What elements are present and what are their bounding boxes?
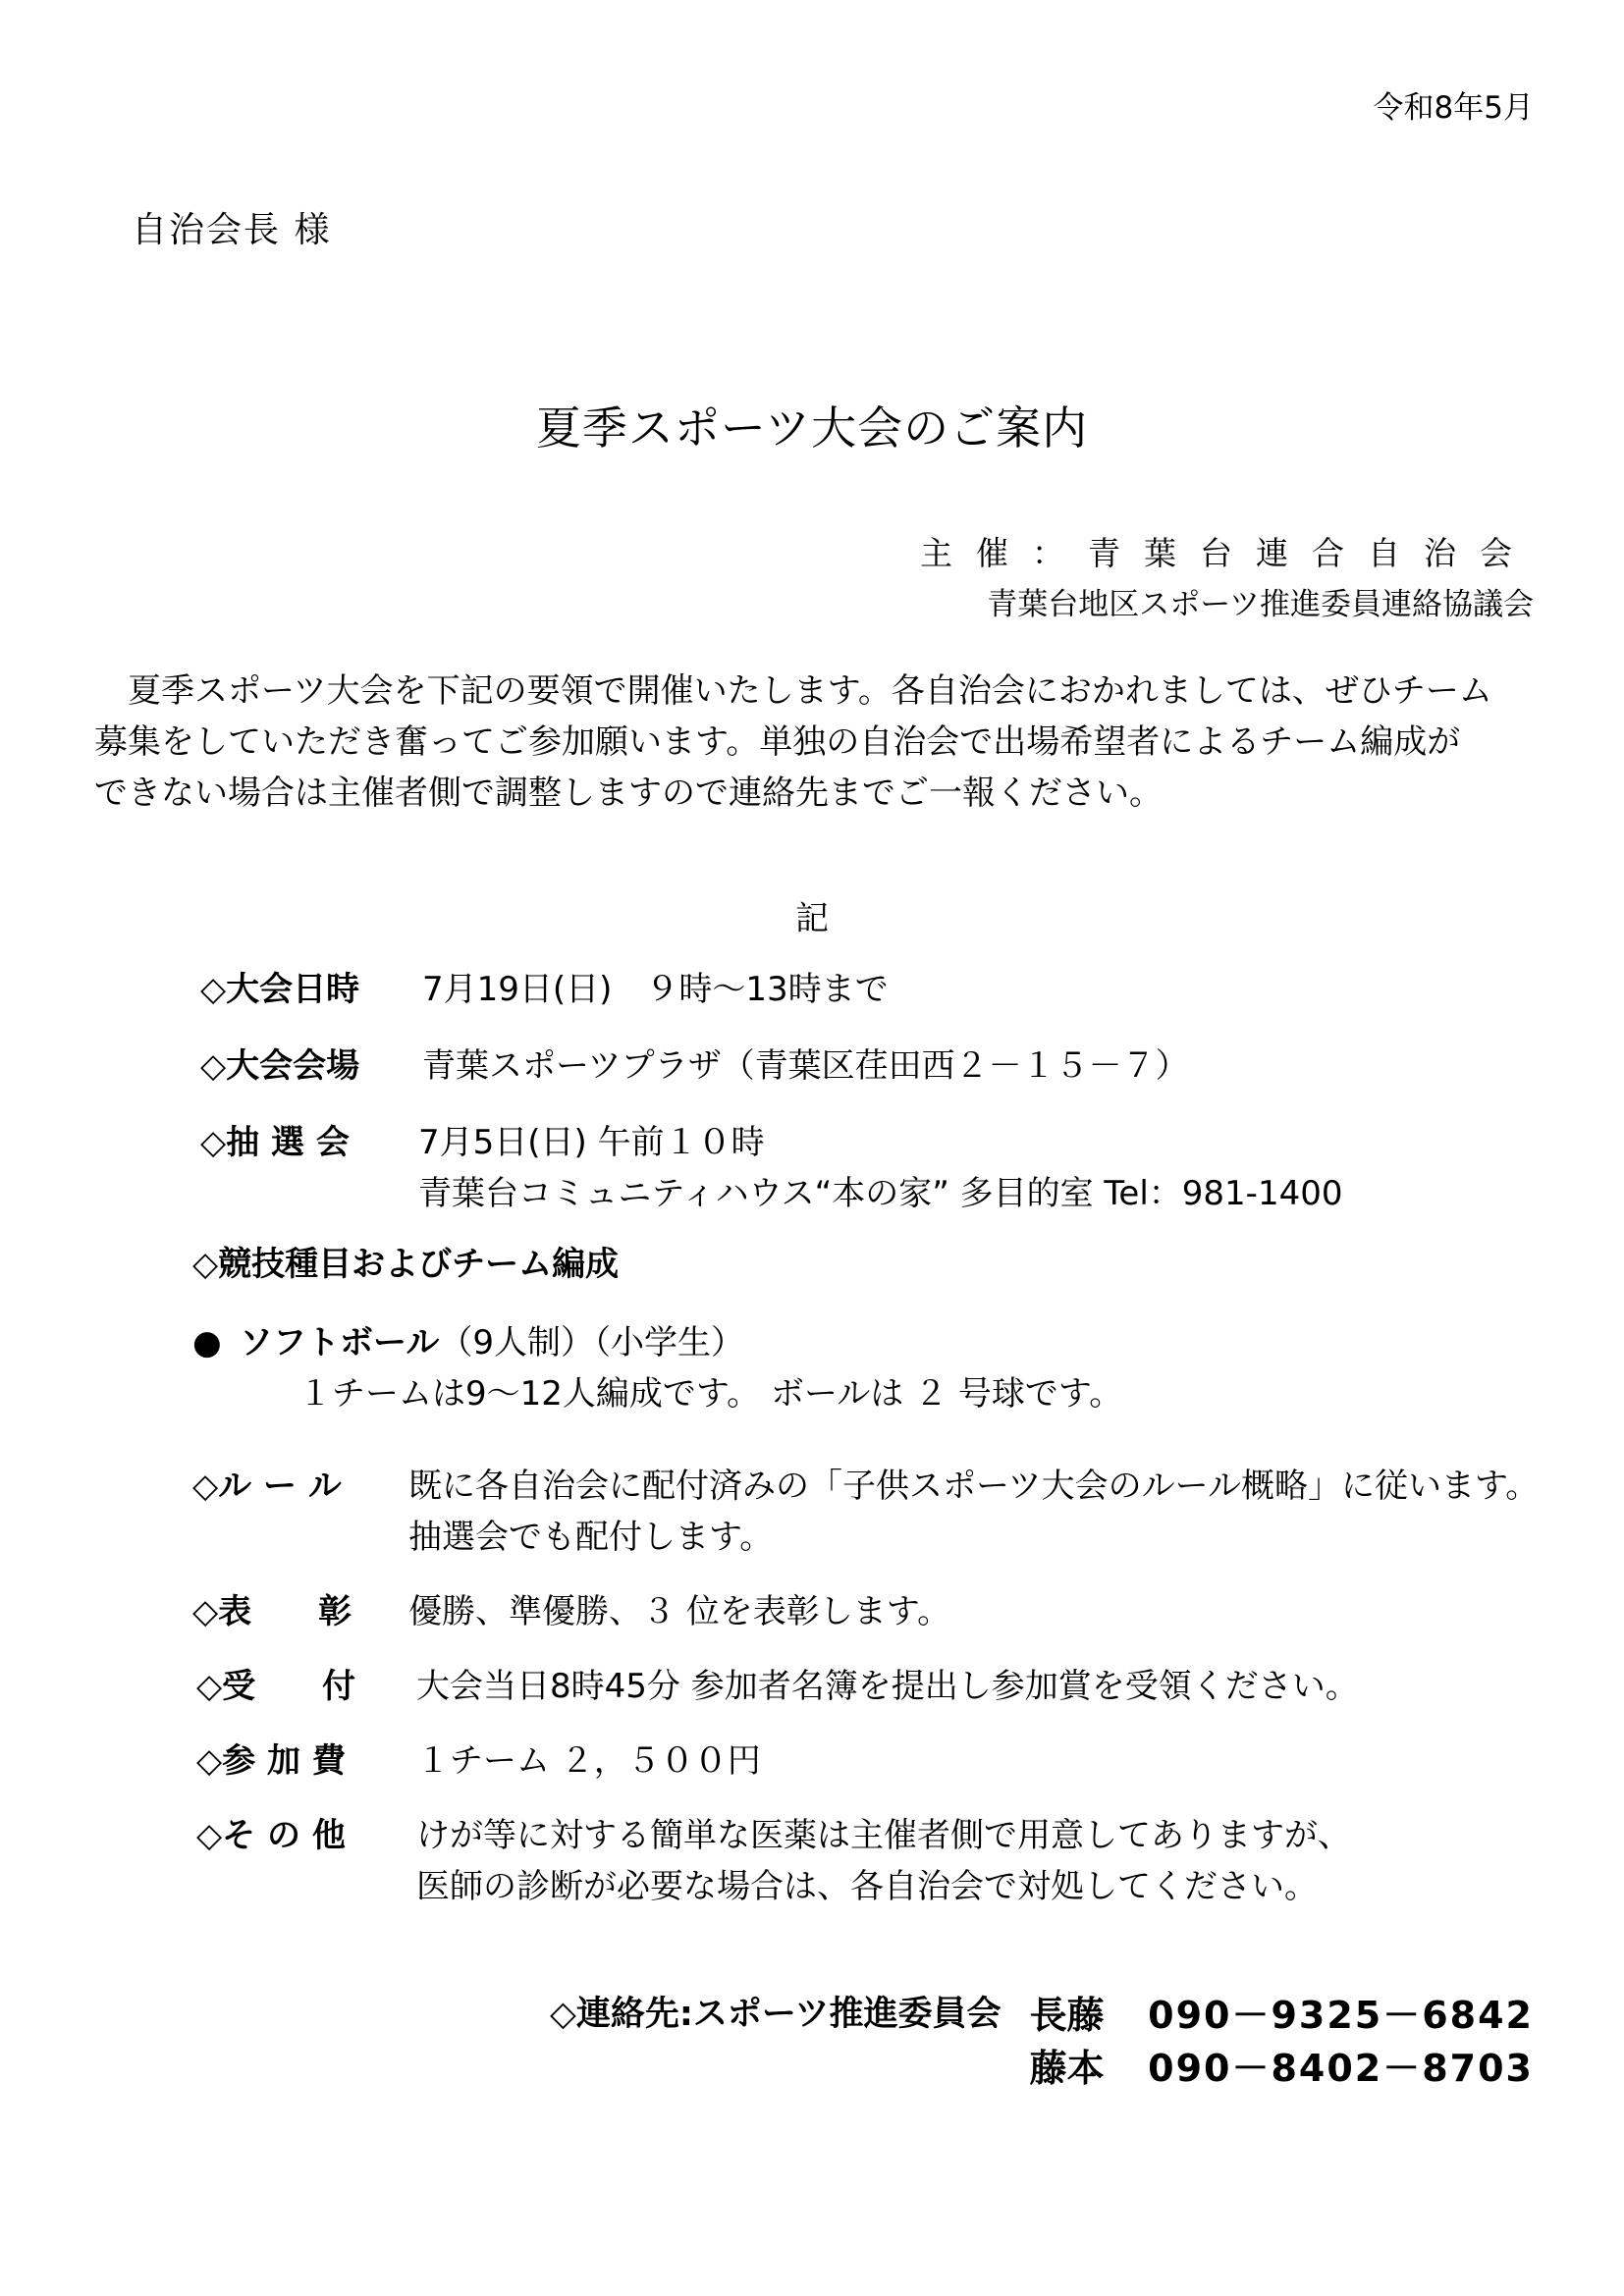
item-rules-value2: 抽選会でも配付します。: [408, 1518, 774, 1557]
ki-heading: 記: [795, 899, 829, 938]
item-fee-value: １チーム ２，５００円: [416, 1741, 761, 1781]
item-other: [196, 1810, 1351, 1861]
intro-paragraph: [94, 666, 1547, 819]
document-date: 令和8年5月: [1373, 90, 1534, 126]
item-lottery-value: 7月5日(日) 午前１０時: [418, 1123, 765, 1162]
softball-name: ソフトボール: [240, 1323, 440, 1362]
item-venue-label: ◇大会会場: [200, 1046, 360, 1086]
contact-phone-2: 090－8402－8703: [1148, 2047, 1534, 2090]
item-other-value2: 医師の診断が必要な場合は、各自治会で対処してください。: [416, 1867, 1318, 1906]
contact-phone-1: 090－9325－6842: [1148, 1994, 1534, 2037]
item-venue-value: 青葉スポーツプラザ（青葉区荏田西２－１５－７）: [422, 1046, 1189, 1086]
recipient: 自治会長 様: [132, 210, 332, 250]
item-fee-label: ◇参 加 費: [196, 1741, 346, 1781]
item-lottery: [200, 1117, 765, 1168]
softball-detail: （9人制）（小学生）: [439, 1323, 744, 1362]
item-award-value: 優勝、準優勝、３ 位を表彰します。: [408, 1592, 951, 1631]
item-reception-label: ◇受 付: [196, 1667, 356, 1706]
contact-name-1: 長藤: [1029, 1994, 1105, 2037]
item-date-value: 7月19日(日) ９時～13時まで: [422, 970, 889, 1009]
item-date-label: ◇大会日時: [200, 970, 360, 1009]
contact-person-1: [1030, 1985, 1534, 2039]
item-other-label: ◇そ の 他: [196, 1816, 346, 1855]
contact-person-2: [1030, 2038, 1534, 2092]
item-venue: [200, 1041, 1189, 1092]
contact-label: ◇連絡先:スポーツ推進委員会: [550, 1995, 1001, 2034]
intro-line-3: できない場合は主催者側で調整しますので連絡先までご一報ください。: [94, 774, 1163, 813]
softball-line: [192, 1315, 744, 1363]
organizer-main: 主催：青葉台連合自治会: [920, 534, 1536, 572]
item-award: [192, 1586, 950, 1637]
item-lottery-label: ◇抽 選 会: [200, 1123, 350, 1162]
intro-line-1: 夏季スポーツ大会を下記の要領で開催いたします。各自治会におかれましては、ぜひチーム: [128, 671, 1492, 711]
item-reception: [196, 1661, 1359, 1712]
item-other-value: けが等に対する簡単な医薬は主催者側で用意してありますが、: [416, 1816, 1351, 1855]
item-reception-value: 大会当日8時45分 参加者名簿を提出し参加賞を受領ください。: [416, 1667, 1359, 1706]
intro-line-2: 募集をしていただき奮ってご参加願います。単独の自治会で出場希望者によるチーム編成が: [94, 722, 1461, 762]
softball-note: １チームは9～12人編成です。 ボールは ２ 号球です。: [298, 1374, 1123, 1414]
item-rules-label: ◇ル ー ル: [192, 1467, 342, 1506]
item-rules: [192, 1461, 1539, 1512]
item-award-label: ◇表 彰: [192, 1592, 352, 1631]
contact-name-2: 藤本: [1029, 2047, 1105, 2090]
organizer-sub: 青葉台地区スポーツ推進委員連絡協議会: [987, 587, 1534, 622]
bullet-icon: ●: [192, 1323, 222, 1362]
item-fee: [196, 1735, 761, 1787]
item-rules-value: 既に各自治会に配付済みの「子供スポーツ大会のルール概略」に従います。: [408, 1467, 1540, 1506]
item-events: [192, 1239, 619, 1290]
item-lottery-place: 青葉台コミュニティハウス“本の家” 多目的室 Tel：981-1400: [418, 1174, 1343, 1213]
item-events-label: ◇競技種目およびチーム編成: [192, 1245, 620, 1284]
item-date: [200, 964, 889, 1015]
page-title: 夏季スポーツ大会のご案内: [535, 401, 1089, 454]
